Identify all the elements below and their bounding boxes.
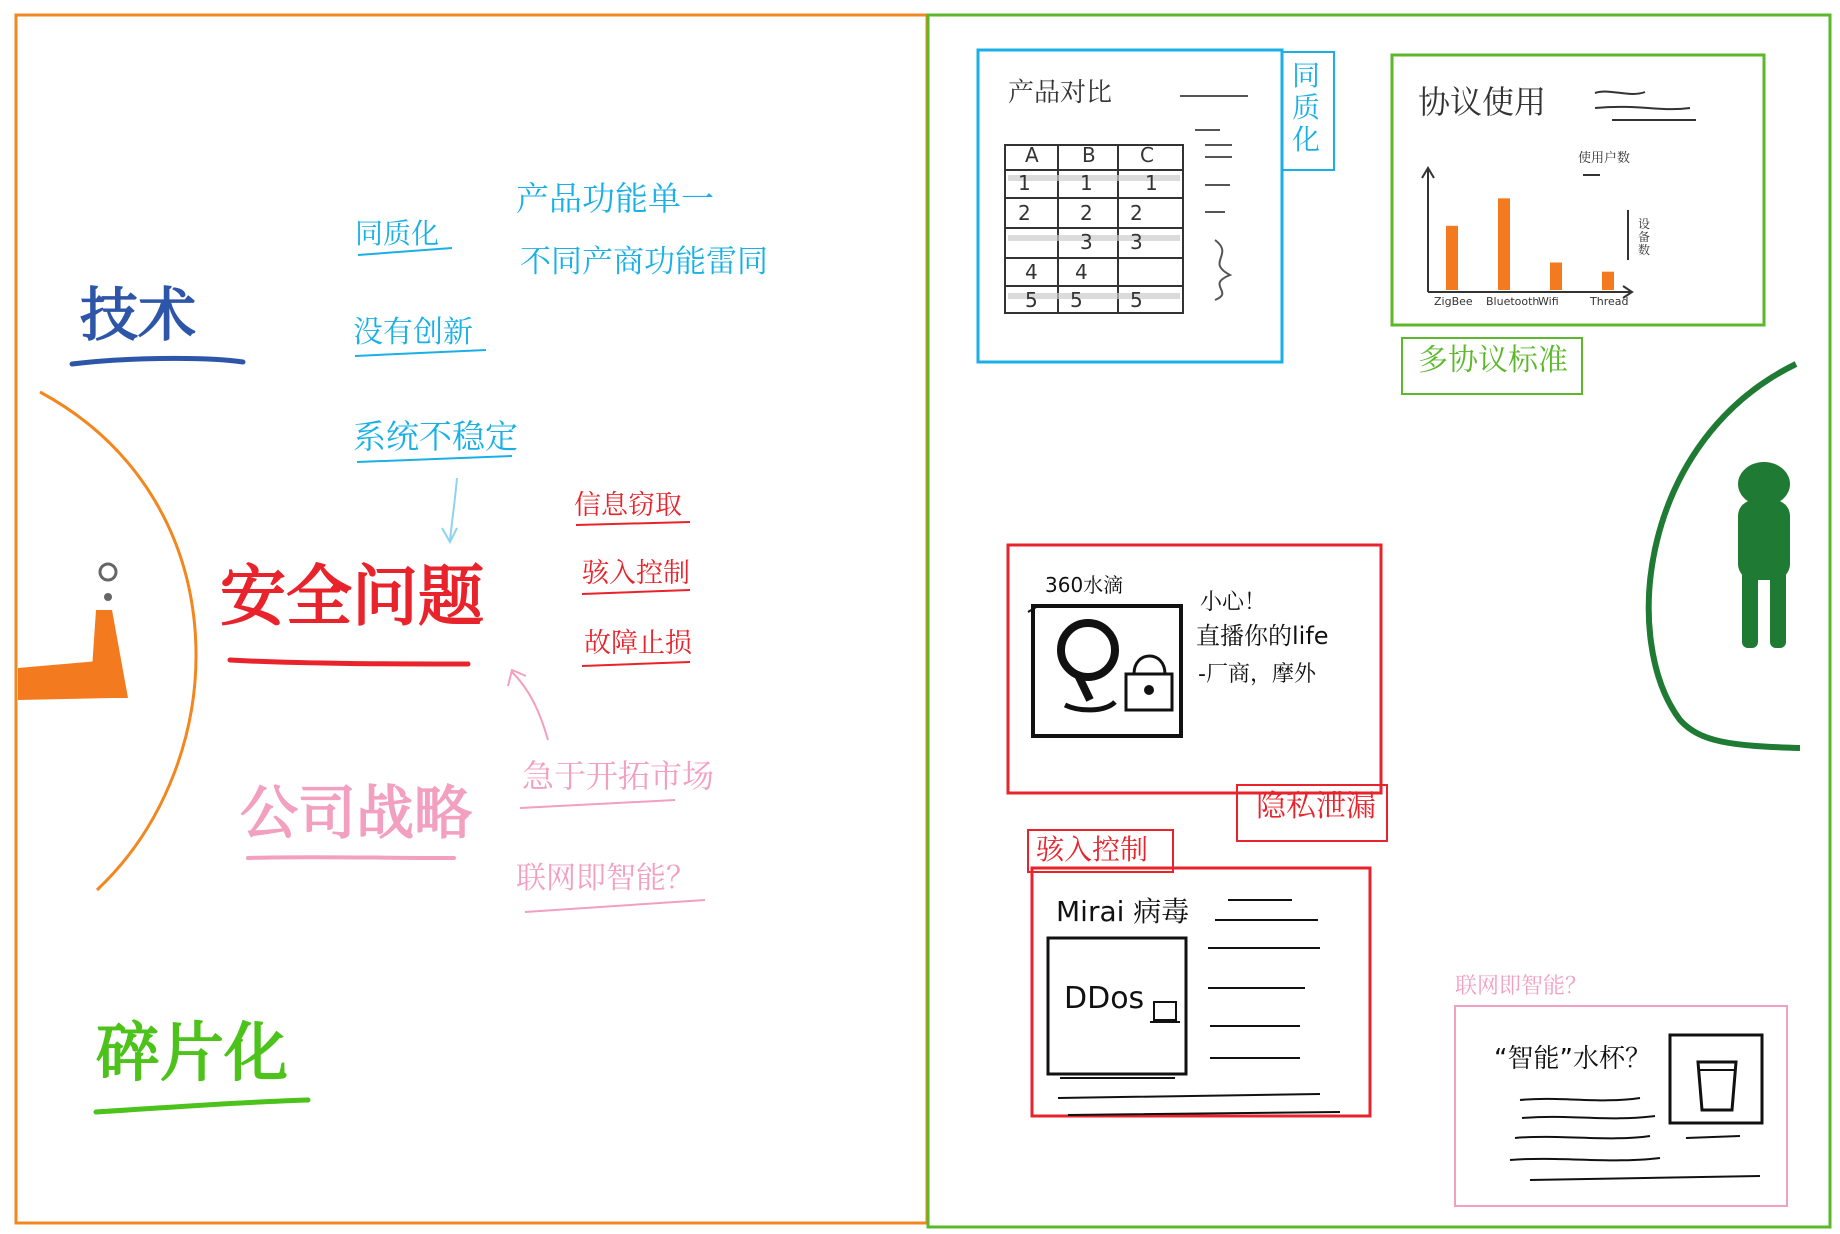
privacy-card-caption: 360水滴 xyxy=(1045,573,1124,597)
protocol-legend: 使用户数 xyxy=(1578,151,1631,166)
table-cell: 2 xyxy=(1080,201,1093,225)
tech-item-no-innovation: 没有创新 xyxy=(353,315,473,350)
table-cell: 1 xyxy=(1145,171,1158,195)
category-strategy: 公司战略 xyxy=(240,779,473,847)
bar-zigbee xyxy=(1446,226,1458,290)
x-tick-label: Bluetooth xyxy=(1486,295,1540,308)
table-cell: 4 xyxy=(1075,260,1088,284)
table-cell: 1 xyxy=(1080,171,1093,195)
hack-card-sketch xyxy=(1028,830,1370,1116)
factory-icon xyxy=(18,610,128,700)
privacy-warning-line3: -厂商，摩外 xyxy=(1198,662,1316,687)
smart-card-tag: 联网即智能？ xyxy=(1455,974,1588,999)
table-cell: 5 xyxy=(1025,288,1038,312)
x-tick-label: Thread xyxy=(1590,295,1629,308)
protocol-ylabel: 设备数 xyxy=(1638,217,1651,258)
category-tech: 技术 xyxy=(80,281,197,349)
protocol-card-tag: 多协议标准 xyxy=(1418,343,1568,378)
table-cell: 5 xyxy=(1130,288,1143,312)
table-cell: 4 xyxy=(1025,260,1038,284)
person-head-icon xyxy=(100,564,116,580)
computer-icon xyxy=(1150,1002,1180,1022)
bar-bluetooth xyxy=(1498,198,1510,290)
hack-card-tag: 骇入控制 xyxy=(1036,833,1149,866)
tech-item-unstable-system: 系统不稳定 xyxy=(353,417,518,456)
protocol-bars xyxy=(1446,198,1614,290)
bar-wifi xyxy=(1550,263,1562,291)
feature-note-line1: 产品功能单一 xyxy=(516,179,714,218)
privacy-warning-line2: 直播你的life xyxy=(1196,622,1329,650)
strategy-item-rush-market: 急于开拓市场 xyxy=(522,757,715,795)
table-cell: 2 xyxy=(1018,201,1031,225)
table-header-b: B xyxy=(1082,143,1096,167)
tech-item-homogenization: 同质化 xyxy=(355,217,440,250)
category-fragmentation: 碎片化 xyxy=(96,1017,288,1091)
privacy-warning-line1: 小心！ xyxy=(1200,590,1267,615)
smart-card-sketch xyxy=(1455,1006,1787,1206)
right-frame xyxy=(928,15,1830,1227)
table-header-a: A xyxy=(1025,143,1039,167)
security-item-fault-loss: 故障止损 xyxy=(584,628,692,659)
table-cell: 2 xyxy=(1130,201,1143,225)
security-item-info-theft: 信息窃取 xyxy=(574,490,682,521)
strategy-item-connected-smart: 联网即智能？ xyxy=(516,861,696,896)
table-cell: 1 xyxy=(1018,171,1031,195)
category-security: 安全问题 xyxy=(220,558,484,635)
smart-card-title: “智能”水杯？ xyxy=(1494,1044,1651,1074)
lock-icon xyxy=(1126,656,1172,710)
person-icon xyxy=(1738,462,1790,648)
homogenization-card-tag: 同质化 xyxy=(1292,59,1321,157)
x-tick-label: Wifi xyxy=(1538,295,1559,308)
x-tick-label: ZigBee xyxy=(1434,295,1473,308)
hack-card-ddos: DDos xyxy=(1064,981,1145,1016)
homogenization-card-title: 产品对比 xyxy=(1008,78,1113,108)
table-cell: 3 xyxy=(1130,230,1143,254)
left-arc xyxy=(40,392,196,890)
protocol-card-title: 协议使用 xyxy=(1418,83,1547,121)
hack-card-title: Mirai 病毒 xyxy=(1056,895,1190,928)
security-item-hack-control: 骇入控制 xyxy=(582,558,690,589)
privacy-card-tag: 隐私泄漏 xyxy=(1256,789,1376,824)
table-cell: 3 xyxy=(1080,230,1093,254)
bar-thread xyxy=(1602,272,1614,290)
location-pin-icon xyxy=(1061,623,1115,710)
table-cell: 5 xyxy=(1070,288,1083,312)
table-header-c: C xyxy=(1140,143,1154,167)
feature-note-line2: 不同产商功能雷同 xyxy=(520,244,768,280)
